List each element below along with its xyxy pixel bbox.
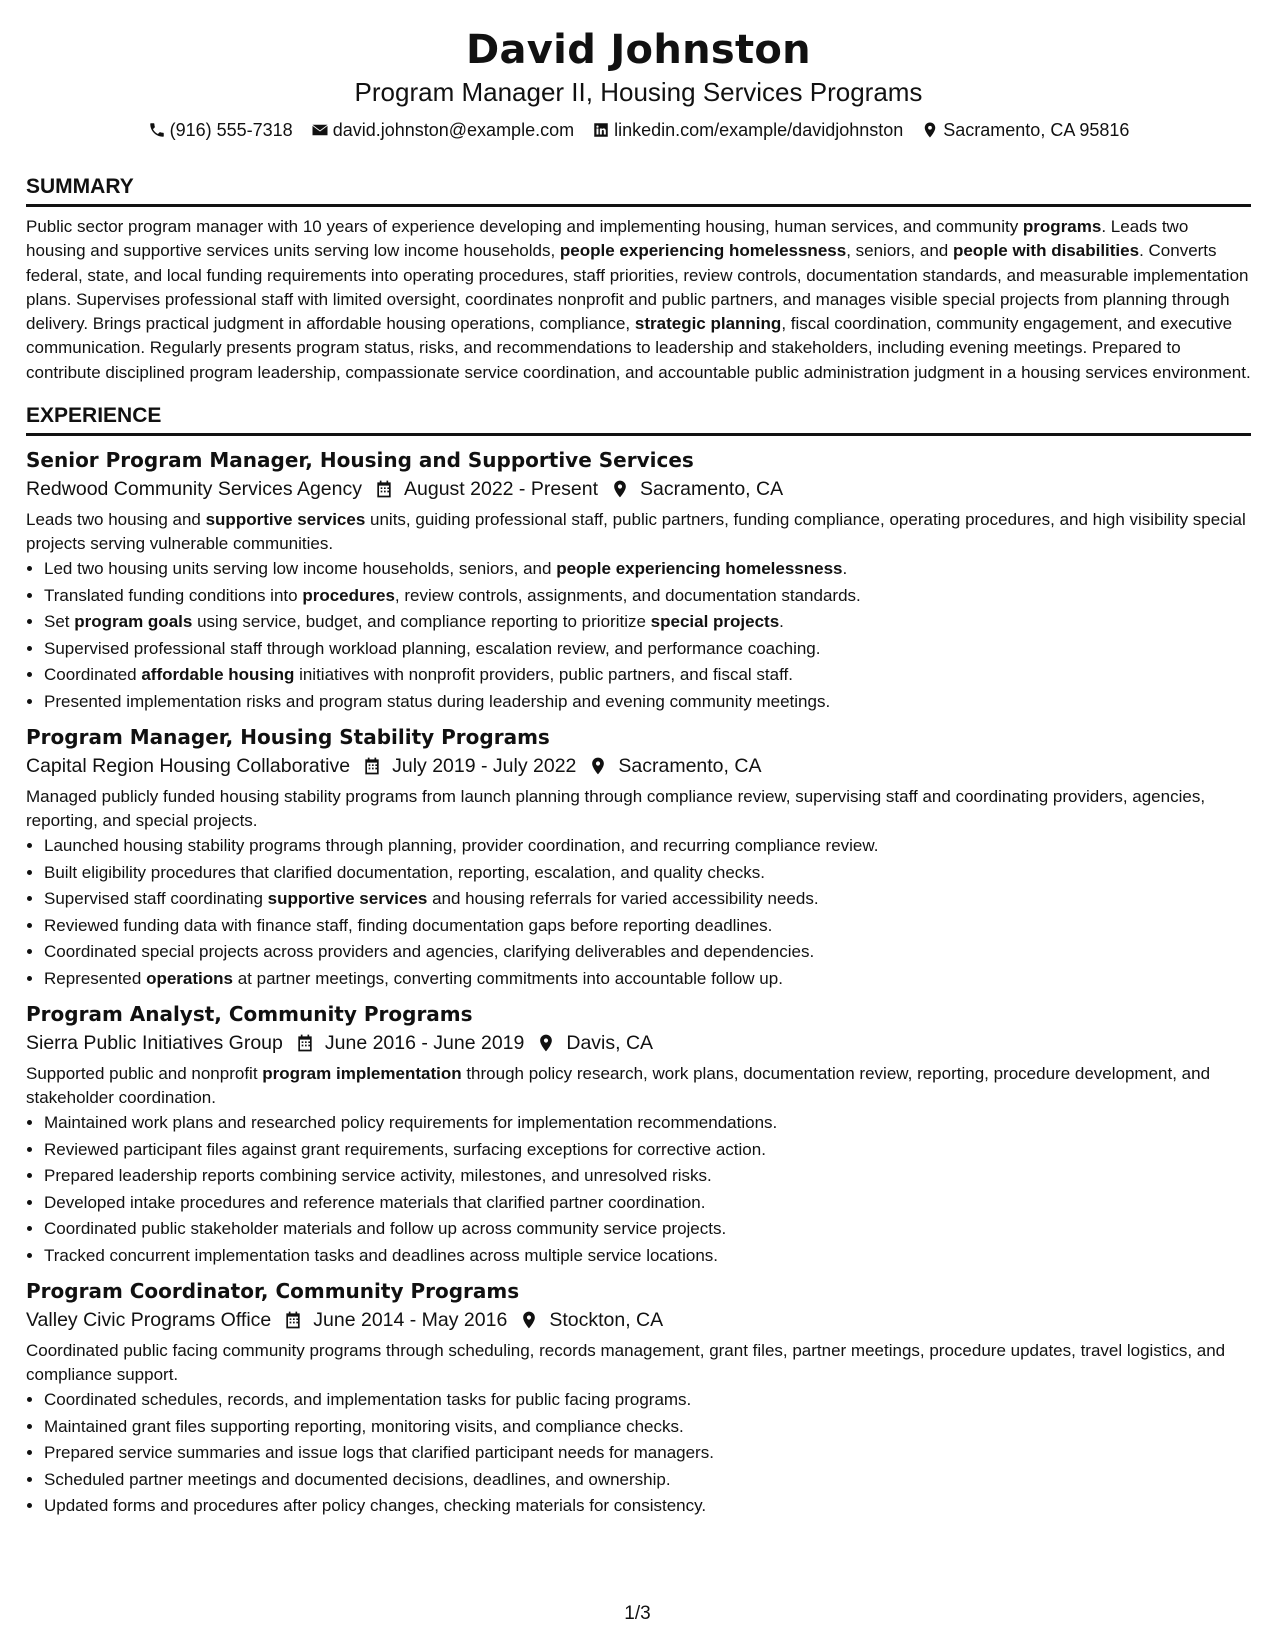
text-run: Supported public and nonprofit <box>26 1064 263 1084</box>
job-dates-item <box>374 474 598 504</box>
calendar-icon <box>295 1033 315 1053</box>
emphasis-text: supportive services <box>267 889 428 909</box>
text-run: Reviewed funding data with finance staff, finding documentation gaps before reporting deadlines. <box>44 915 773 935</box>
text-run: . <box>779 612 784 632</box>
text-run: Coordinated special projects across providers and agencies, clarifying deliverables and dependencies. <box>44 942 815 962</box>
job-title: Program Manager, Housing Stability Programs <box>26 725 550 750</box>
job-entry <box>26 1277 1251 1520</box>
bullet-item <box>44 1467 1251 1494</box>
candidate-name: David Johnston <box>466 27 811 73</box>
linkedin-link[interactable]: linkedin.com/example/davidjohnston <box>614 120 904 140</box>
text-run: Set <box>44 612 75 632</box>
contact-row <box>26 118 1251 142</box>
bullet-item <box>44 583 1251 610</box>
bullet-item <box>44 1137 1251 1164</box>
text-run: Coordinated <box>44 665 142 685</box>
phone-icon <box>148 121 166 139</box>
bullet-item <box>44 662 1251 689</box>
experience-heading: EXPERIENCE <box>26 403 1251 436</box>
calendar-icon <box>362 756 382 776</box>
experience-list <box>26 446 1251 1520</box>
bullet-item <box>44 966 1251 993</box>
emphasis-text: people experiencing homelessness <box>556 559 843 579</box>
job-location: Davis, CA <box>566 1032 654 1055</box>
emphasis-text: program goals <box>74 612 193 632</box>
bullet-item <box>44 1243 1251 1270</box>
job-entry <box>26 1000 1251 1269</box>
job-organization: Capital Region Housing Collaborative <box>26 755 351 778</box>
emphasis-text: special projects <box>650 612 780 632</box>
bullet-item <box>44 689 1251 716</box>
emphasis-text: people experiencing homelessness <box>559 241 847 261</box>
job-location: Sacramento, CA <box>618 755 762 778</box>
job-dates: June 2014 - May 2016 <box>313 1309 508 1332</box>
map-pin-icon <box>610 479 630 499</box>
job-location-item <box>588 751 761 781</box>
emphasis-text: programs <box>1022 217 1102 236</box>
text-run: Supervised professional staff through workload planning, escalation review, and performance coaching. <box>44 638 821 658</box>
job-dates: July 2019 - July 2022 <box>392 755 577 778</box>
bullet-item <box>44 609 1251 636</box>
job-meta <box>26 1028 1251 1058</box>
linkedin-icon <box>592 121 610 139</box>
job-location-item <box>519 1305 663 1335</box>
bullet-item <box>44 1110 1251 1137</box>
emphasis-text: operations <box>146 968 233 988</box>
map-pin-icon <box>536 1033 556 1053</box>
calendar-icon <box>283 1310 303 1330</box>
text-run: Tracked concurrent implementation tasks and deadlines across multiple service locations. <box>44 1245 719 1265</box>
phone-text: (916) 555-7318 <box>169 120 293 140</box>
text-run: Prepared leadership reports combining service activity, milestones, and unresolved risks. <box>44 1166 712 1186</box>
map-pin-icon <box>921 121 939 139</box>
bullet-item <box>44 833 1251 860</box>
job-organization: Sierra Public Initiatives Group <box>26 1032 283 1055</box>
text-run: Updated forms and procedures after policy changes, checking materials for consistency. <box>44 1496 707 1516</box>
text-run: Supervised staff coordinating <box>44 889 268 909</box>
text-run: Leads two housing and <box>26 510 206 530</box>
bullet-item <box>44 1493 1251 1520</box>
job-dates-item <box>295 1028 525 1058</box>
job-location-item <box>536 1028 653 1058</box>
job-title: Senior Program Manager, Housing and Supportive Services <box>26 448 694 473</box>
text-run: through policy research, work plans, documentation review, reporting, procedure development, and stakeholder coordination. <box>26 1064 1211 1108</box>
calendar-icon <box>374 479 394 499</box>
job-description <box>26 785 1251 833</box>
text-run: units, guiding professional staff, public partners, funding compliance, operating procedures, and high visibility special projects serving vulnerable communities. <box>26 510 1246 554</box>
job-dates: August 2022 - Present <box>404 478 599 501</box>
text-run: Led two housing units serving low income households, seniors, and <box>44 559 557 579</box>
emphasis-text: strategic planning <box>634 314 782 334</box>
text-run: . Converts federal, state, and local funding requirements into operating procedures, staff priorities, review controls, documentation standards, and measurable implementation plans. Supervises professional staff with limited oversight, coordinates nonprofit and public partners, and manages visible special projects from planning through delivery. Brings practical judgment in affordable housing operations, compliance, <box>26 241 1249 334</box>
job-dates-item <box>362 751 576 781</box>
emphasis-text: program implementation <box>262 1064 462 1084</box>
bullet-item <box>44 886 1251 913</box>
job-title: Program Analyst, Community Programs <box>26 1002 473 1027</box>
text-run: Built eligibility procedures that clarified documentation, reporting, escalation, and quality checks. <box>44 862 766 882</box>
text-run: Launched housing stability programs through planning, provider coordination, and recurring compliance review. <box>44 836 879 856</box>
text-run: Reviewed participant files against grant requirements, surfacing exceptions for corrective action. <box>44 1139 766 1159</box>
job-location: Sacramento, CA <box>640 478 784 501</box>
text-run: . Leads two housing and supportive services units serving low income households, <box>26 217 1189 261</box>
bullet-item <box>44 1190 1251 1217</box>
text-run: , seniors, and <box>846 241 953 261</box>
summary-heading: SUMMARY <box>26 174 1251 207</box>
job-location: Stockton, CA <box>549 1309 664 1332</box>
job-dates: June 2016 - June 2019 <box>324 1032 525 1055</box>
text-run: Prepared service summaries and issue logs that clarified participant needs for managers. <box>44 1443 714 1463</box>
contact-location <box>921 118 1129 142</box>
job-bullets <box>26 833 1251 992</box>
job-meta <box>26 751 1251 781</box>
emphasis-text: procedures <box>302 585 395 605</box>
bullet-item <box>44 1163 1251 1190</box>
text-run: Presented implementation risks and program status during leadership and evening community meetings. <box>44 691 831 711</box>
bullet-item <box>44 939 1251 966</box>
candidate-title: Program Manager II, Housing Services Programs <box>354 77 923 107</box>
bullet-item <box>44 636 1251 663</box>
text-run: Maintained work plans and researched policy requirements for implementation recommendations. <box>44 1113 778 1133</box>
text-run: Scheduled partner meetings and documented decisions, deadlines, and ownership. <box>44 1469 671 1489</box>
job-bullets <box>26 1387 1251 1520</box>
text-run: Represented <box>44 968 147 988</box>
email-link[interactable]: david.johnston@example.com <box>332 120 575 140</box>
map-pin-icon <box>519 1310 539 1330</box>
bullet-item <box>44 860 1251 887</box>
bullet-item <box>44 1387 1251 1414</box>
job-entry <box>26 723 1251 992</box>
bullet-item <box>44 556 1251 583</box>
job-description <box>26 1339 1251 1387</box>
text-run: Coordinated schedules, records, and implementation tasks for public facing programs. <box>44 1390 692 1410</box>
job-description <box>26 1062 1251 1110</box>
job-bullets <box>26 1110 1251 1269</box>
emphasis-text: supportive services <box>205 510 366 530</box>
text-run: Public sector program manager with 10 years of experience developing and implementing housing, human services, and community <box>26 217 1023 236</box>
job-description <box>26 508 1251 556</box>
text-run: at partner meetings, converting commitments into accountable follow up. <box>232 968 783 988</box>
job-title: Program Coordinator, Community Programs <box>26 1279 520 1304</box>
job-meta <box>26 1305 1251 1335</box>
location-text: Sacramento, CA 95816 <box>943 120 1130 140</box>
text-run: Translated funding conditions into <box>44 585 303 605</box>
contact-phone <box>148 118 293 142</box>
text-run: Managed publicly funded housing stability programs from launch planning through compliance review, supervising staff and coordinating providers, agencies, reporting, and special projects. <box>26 787 1206 831</box>
map-pin-icon <box>588 756 608 776</box>
emphasis-text: affordable housing <box>141 665 295 685</box>
contact-linkedin[interactable] <box>592 118 903 142</box>
contact-email[interactable] <box>311 118 574 142</box>
text-run: Maintained grant files supporting reporting, monitoring visits, and compliance checks. <box>44 1416 684 1436</box>
text-run: initiatives with nonprofit providers, public partners, and fiscal staff. <box>294 665 793 685</box>
job-bullets <box>26 556 1251 715</box>
resume-header <box>26 24 1251 142</box>
job-meta <box>26 474 1251 504</box>
text-run: and housing referrals for varied accessibility needs. <box>427 889 819 909</box>
text-run: Developed intake procedures and reference materials that clarified partner coordination. <box>44 1192 706 1212</box>
job-organization: Redwood Community Services Agency <box>26 478 362 501</box>
bullet-item <box>44 913 1251 940</box>
bullet-item <box>44 1414 1251 1441</box>
job-dates-item <box>283 1305 507 1335</box>
page-number: 1/3 <box>624 1603 651 1624</box>
job-location-item <box>610 474 783 504</box>
resume-page <box>26 0 1251 1520</box>
text-run: Coordinated public stakeholder materials and follow up across community service projects. <box>44 1219 727 1239</box>
text-run: using service, budget, and compliance reporting to prioritize <box>192 612 651 632</box>
job-entry <box>26 446 1251 715</box>
text-run: . <box>842 559 848 579</box>
text-run: , review controls, assignments, and documentation standards. <box>394 585 861 605</box>
bullet-item <box>44 1440 1251 1467</box>
text-run: Coordinated public facing community programs through scheduling, records management, grant files, partner meetings, procedure updates, travel logistics, and compliance support. <box>26 1341 1226 1385</box>
envelope-icon <box>311 121 329 139</box>
bullet-item <box>44 1216 1251 1243</box>
summary-text <box>26 215 1251 385</box>
emphasis-text: people with disabilities <box>952 241 1140 261</box>
job-organization: Valley Civic Programs Office <box>26 1309 272 1332</box>
text-run: , fiscal coordination, community engagement, and executive communication. Regularly presents program status, risks, and recommendations to leadership and stakeholders, including evening meetings. Prepared to contribute disciplined program leadership, compassionate service coordination, and accountable public administration judgment in a housing services environment. <box>26 314 1251 382</box>
